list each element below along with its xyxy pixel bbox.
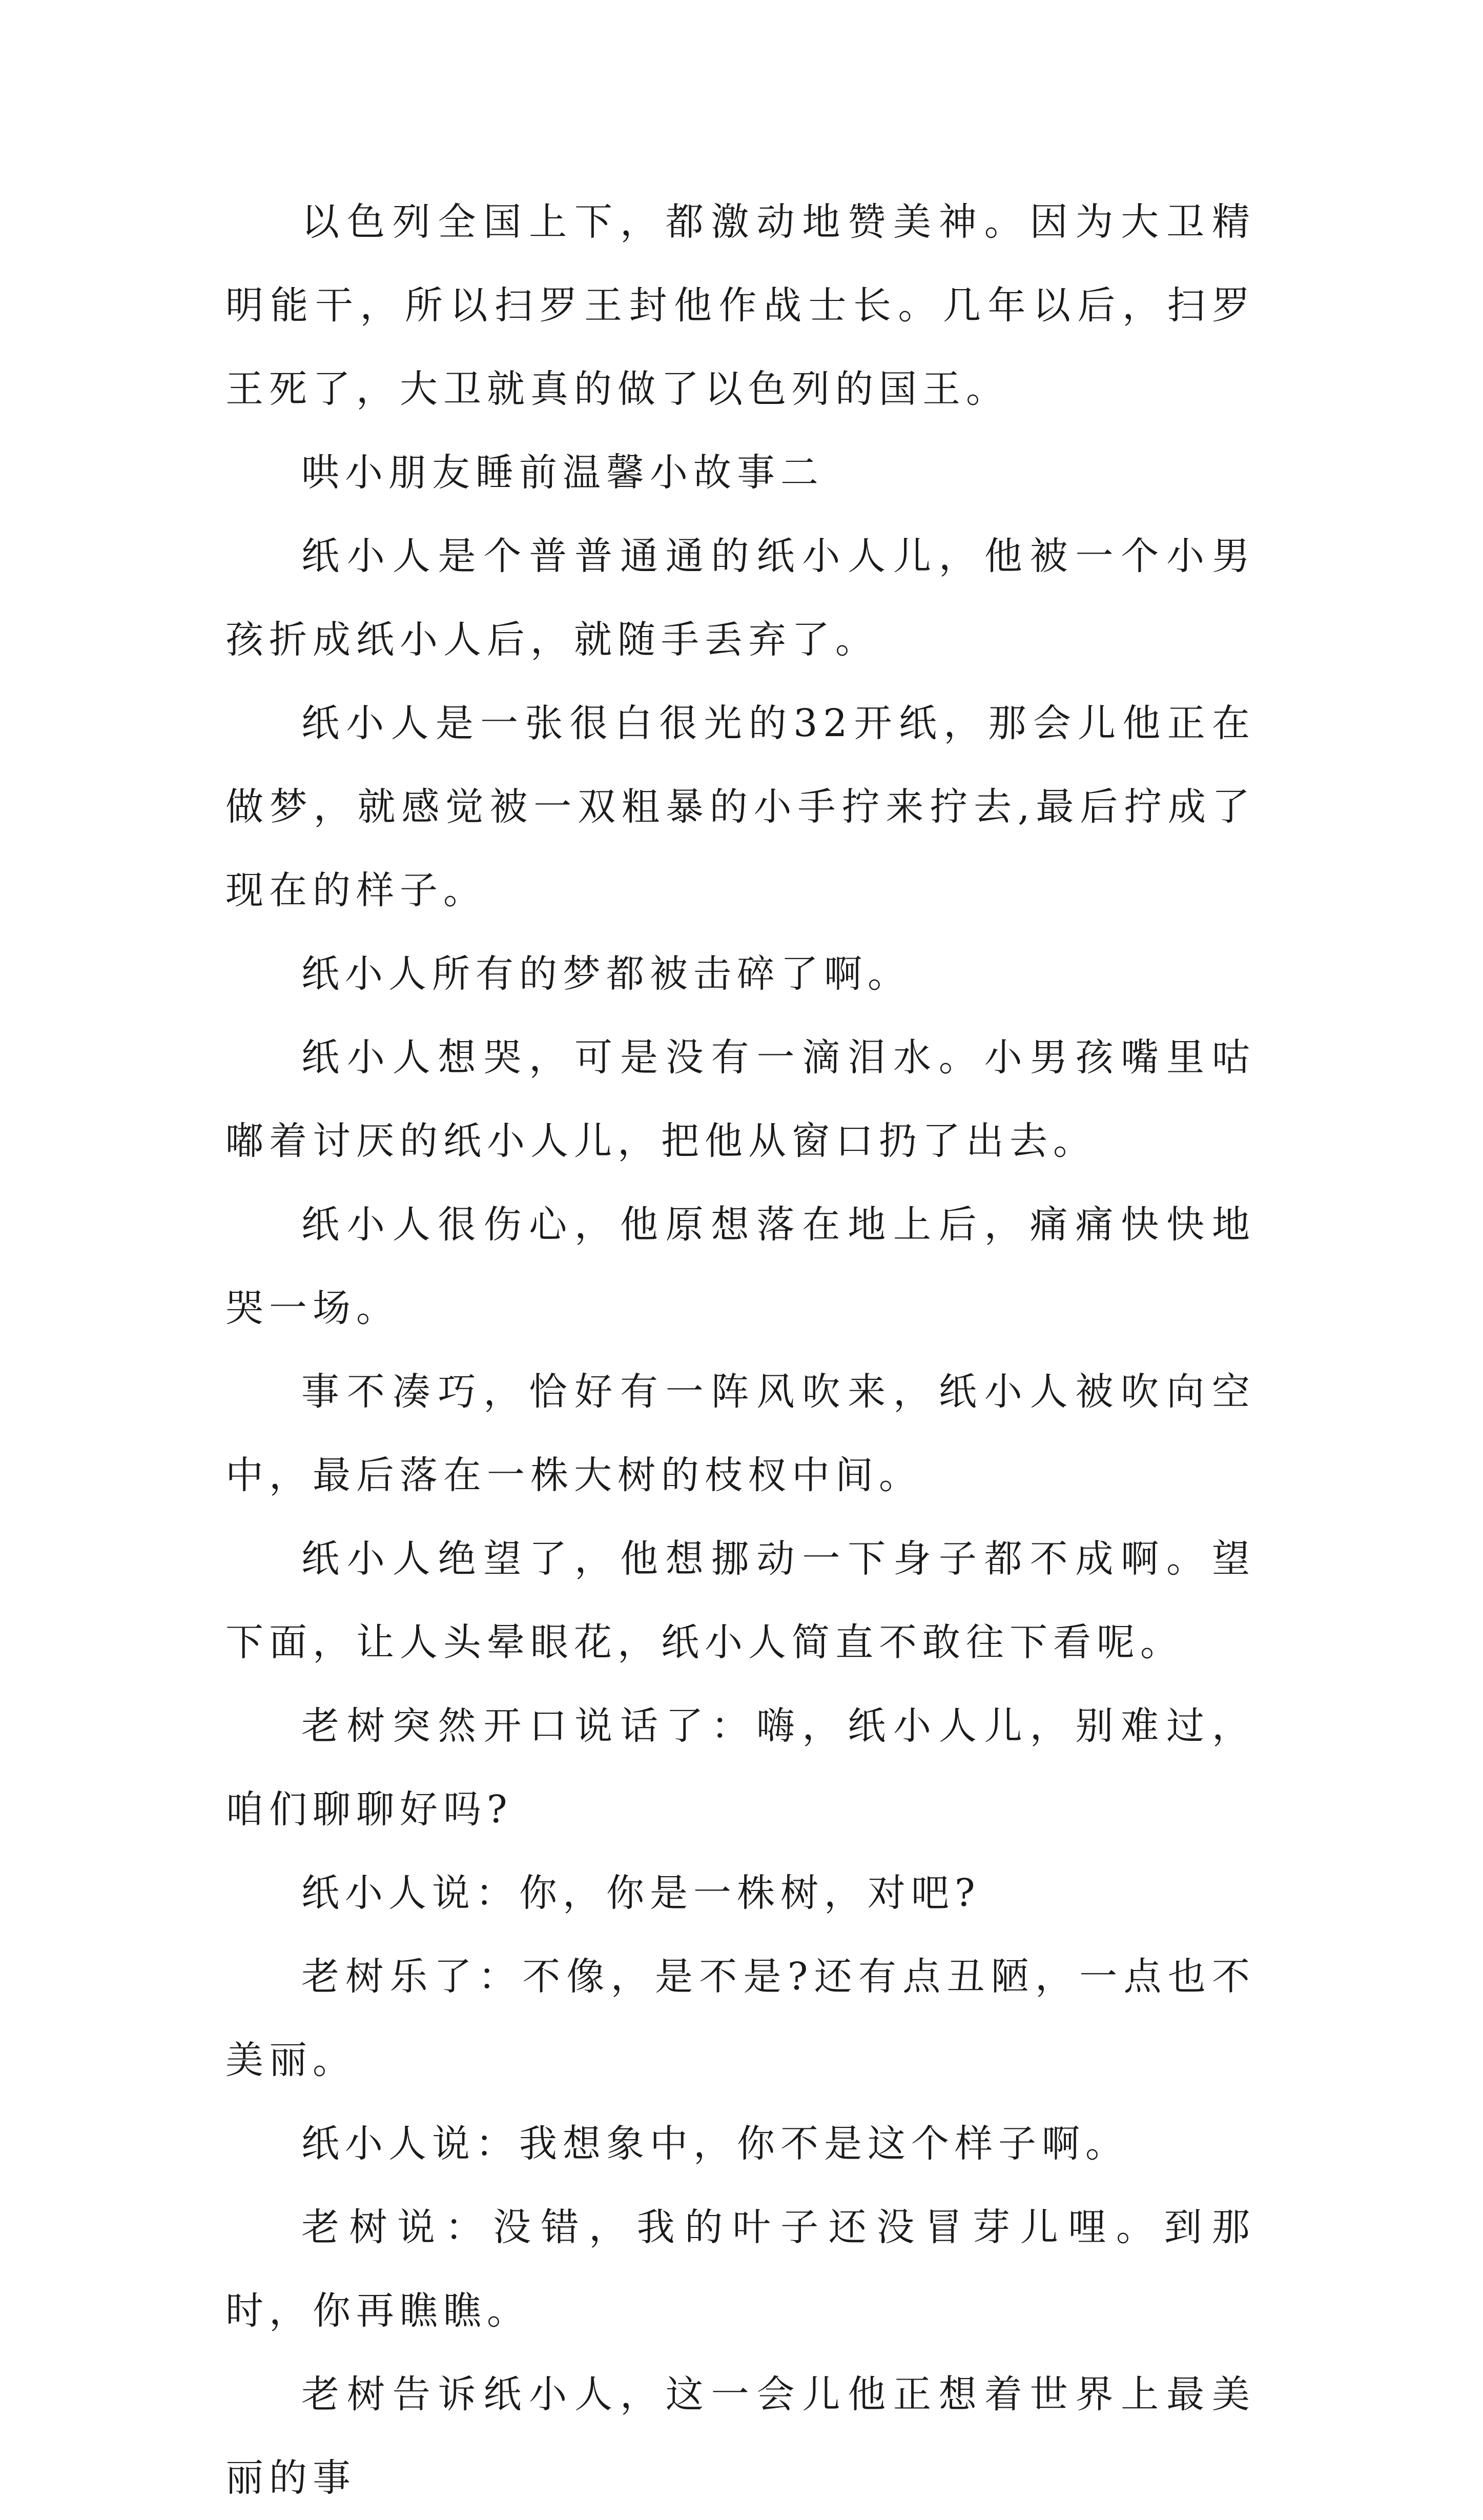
paragraph: 老树乐了：不像，是不是?还有点丑陋，一点也不美丽。 (225, 1955, 1255, 2082)
paragraph: 纸小人是一张很白很光的32开纸，那会儿他正在做梦，就感觉被一双粗暴的小手拧来拧去,最后拧成了现在的样子。 (225, 701, 1255, 912)
document-body (225, 180, 1255, 2520)
paragraph: 纸小人是个普普通通的纸小人儿，他被一个小男孩折成纸小人后，就随手丢弃了。 (225, 534, 1255, 662)
paragraph: 老树突然开口说话了：嗨，纸小人儿，别难过，咱们聊聊好吗? (225, 1704, 1255, 1832)
paragraph: 老树告诉纸小人，这一会儿他正想着世界上最美丽的事 (225, 2372, 1255, 2500)
paragraph: 纸小人很伤心，他原想落在地上后，痛痛快快地哭一场。 (225, 1203, 1255, 1330)
paragraph: 老树说：没错，我的叶子还没冒芽儿哩。到那时，你再瞧瞧。 (225, 2205, 1255, 2333)
paragraph: 以色列全国上下，都激动地赞美神。因为大卫精明能干，所以扫罗王封他作战士长。几年以后，扫罗王死了，大卫就真的做了以色列的国王。 (225, 200, 1255, 411)
paragraph: 纸小人所有的梦都被击碎了啊。 (301, 952, 911, 996)
paragraph: 纸小人说：我想象中，你不是这个样子啊。 (301, 2122, 1129, 2166)
paragraph: 纸小人绝望了，他想挪动一下身子都不成啊。望下面，让人头晕眼花，纸小人简直不敢往下看呢。 (225, 1537, 1255, 1664)
paragraph: 纸小人说：你，你是一株树，对吧? (301, 1871, 981, 1915)
section-heading: 哄小朋友睡前温馨小故事二 (301, 451, 824, 495)
paragraph: 事不凑巧，恰好有一阵风吹来，纸小人被吹向空中，最后落在一株大树的枝杈中间。 (225, 1370, 1255, 1497)
paragraph: 纸小人想哭，可是没有一滴泪水。小男孩嘴里咕嘟着讨厌的纸小人儿，把他从窗口扔了出去。 (225, 1035, 1255, 1163)
